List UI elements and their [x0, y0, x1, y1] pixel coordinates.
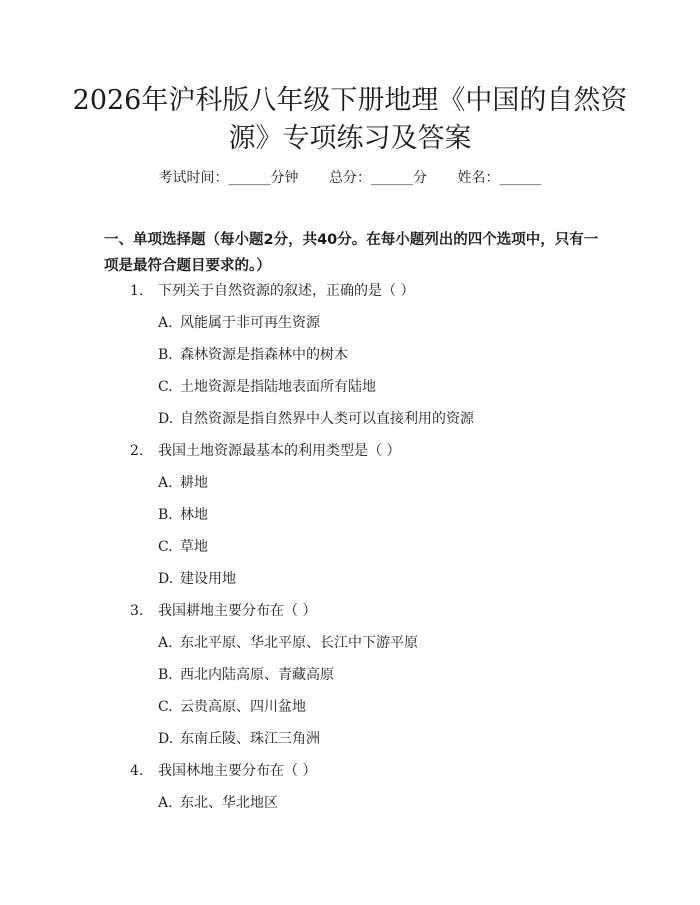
option-3-b: [158, 665, 558, 685]
option-text: 耕地: [180, 475, 208, 491]
option-letter: D.: [158, 571, 174, 587]
option-3-d: [158, 729, 558, 749]
question-text: 我国耕地主要分布在（ ）: [158, 603, 317, 619]
question-4: [130, 761, 570, 781]
option-4-a: [158, 793, 558, 813]
option-text: 东南丘陵、珠江三角洲: [180, 731, 320, 747]
option-1-d: [158, 409, 558, 429]
option-1-a: [158, 313, 558, 333]
exam-time-field: 考试时间：______分钟: [158, 170, 299, 186]
option-text: 东北平原、华北平原、长江中下游平原: [180, 635, 418, 651]
option-3-a: [158, 633, 558, 653]
exam-info-line: [0, 168, 700, 188]
option-text: 西北内陆高原、青藏高原: [180, 667, 334, 683]
page-title: 2026年沪科版八年级下册地理《中国的自然资源》专项练习及答案: [72, 85, 628, 154]
option-text: 森林资源是指森林中的树木: [180, 347, 348, 363]
option-1-c: [158, 377, 558, 397]
question-1: [130, 281, 570, 301]
option-2-b: [158, 505, 558, 525]
total-score-field: 总分：______分: [329, 170, 427, 186]
question-number: 2.: [130, 443, 144, 459]
option-text: 草地: [180, 539, 208, 555]
option-text: 土地资源是指陆地表面所有陆地: [180, 379, 376, 395]
option-text: 自然资源是指自然界中人类可以直接利用的资源: [180, 411, 474, 427]
option-text: 建设用地: [180, 571, 236, 587]
option-1-b: [158, 345, 558, 365]
option-text: 林地: [180, 507, 208, 523]
option-letter: A.: [158, 475, 173, 491]
option-2-c: [158, 537, 558, 557]
option-letter: D.: [158, 411, 174, 427]
option-letter: B.: [158, 667, 173, 683]
option-letter: A.: [158, 635, 173, 651]
option-letter: A.: [158, 795, 173, 811]
question-number: 3.: [130, 603, 144, 619]
option-3-c: [158, 697, 558, 717]
option-letter: A.: [158, 315, 173, 331]
option-letter: C.: [158, 699, 173, 715]
section-header: 一、单项选择题（每小题2分，共40分。在每小题列出的四个选项中，只有一项是最符合题目要求的。）: [104, 232, 599, 274]
option-letter: D.: [158, 731, 174, 747]
option-text: 云贵高原、四川盆地: [180, 699, 306, 715]
question-number: 1.: [130, 283, 144, 299]
option-2-d: [158, 569, 558, 589]
option-letter: B.: [158, 347, 173, 363]
question-3: [130, 601, 570, 621]
question-text: 下列关于自然资源的叙述，正确的是（ ）: [158, 283, 415, 299]
question-2: [130, 441, 570, 461]
option-text: 东北、华北地区: [180, 795, 278, 811]
option-letter: C.: [158, 379, 173, 395]
option-2-a: [158, 473, 558, 493]
option-letter: B.: [158, 507, 173, 523]
question-text: 我国林地主要分布在（ ）: [158, 763, 317, 779]
student-name-field: 姓名：______: [457, 170, 542, 186]
option-letter: C.: [158, 539, 173, 555]
question-number: 4.: [130, 763, 144, 779]
question-text: 我国土地资源最基本的利用类型是（ ）: [158, 443, 401, 459]
option-text: 风能属于非可再生资源: [180, 315, 320, 331]
